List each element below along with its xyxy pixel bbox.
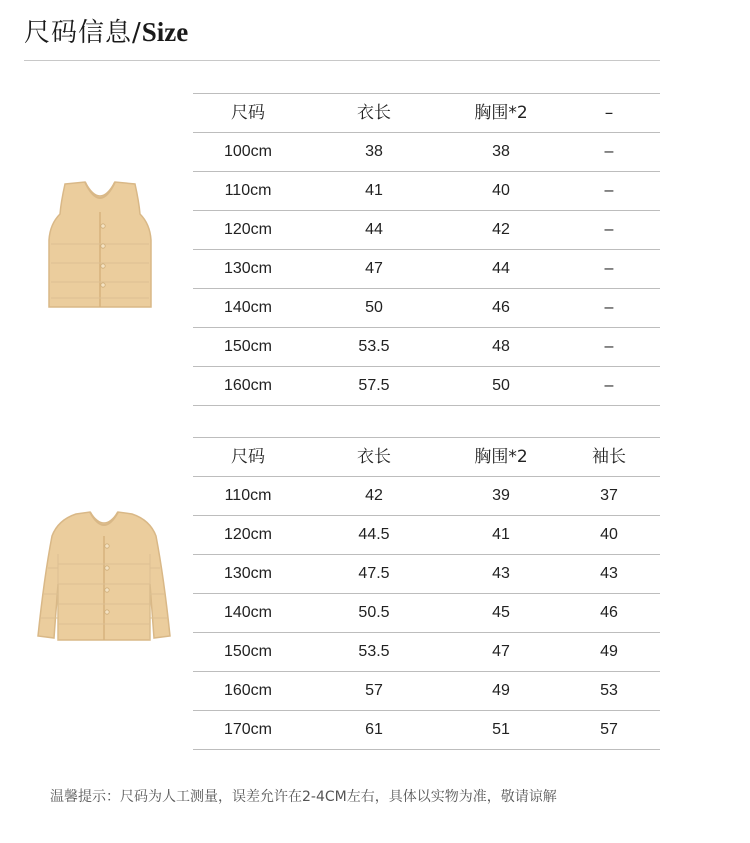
table-cell: 50 <box>365 299 383 316</box>
table-row <box>193 477 660 516</box>
table-row <box>193 633 660 672</box>
table-cell: 38 <box>365 143 383 160</box>
table-cell: – <box>604 377 614 394</box>
column-header: – <box>604 103 614 123</box>
vest-size-table <box>193 93 660 406</box>
table-cell: 47 <box>365 260 383 277</box>
table-cell: 120cm <box>223 221 273 238</box>
table-row <box>193 367 660 406</box>
table-cell: 140cm <box>223 604 273 621</box>
table-cell: 57 <box>365 682 383 699</box>
table-cell: 39 <box>492 487 510 504</box>
table-cell: 53 <box>600 682 618 699</box>
table-cell: 42 <box>365 487 383 504</box>
table-cell: 47 <box>492 643 510 660</box>
table-cell: – <box>604 299 614 316</box>
table-cell: – <box>604 143 614 160</box>
table-row <box>193 516 660 555</box>
table-cell: 130cm <box>223 260 273 277</box>
title-chinese: 尺码信息/ <box>24 18 142 48</box>
table-cell: 170cm <box>223 721 273 738</box>
table-header-row <box>193 438 660 477</box>
table-cell: 140cm <box>223 299 273 316</box>
vest-image <box>47 180 153 310</box>
table-cell: 46 <box>492 299 510 316</box>
table-cell: – <box>604 221 614 238</box>
column-header: 衣长 <box>357 103 391 123</box>
title-english: Size <box>141 17 189 47</box>
column-header: 衣长 <box>357 447 391 467</box>
page-title <box>24 12 188 52</box>
table-cell: 130cm <box>223 565 273 582</box>
column-header: 袖长 <box>592 447 626 467</box>
table-header-row <box>193 94 660 133</box>
table-cell: 44 <box>365 221 383 238</box>
table-cell: 50 <box>492 377 510 394</box>
table-cell: 150cm <box>223 338 273 355</box>
table-cell: 44 <box>492 260 510 277</box>
table-row <box>193 328 660 367</box>
table-cell: 38 <box>492 143 510 160</box>
table-cell: 48 <box>492 338 510 355</box>
table-cell: – <box>604 182 614 199</box>
table-cell: 41 <box>365 182 383 199</box>
column-header: 尺码 <box>231 447 265 467</box>
column-header: 胸围*2 <box>474 103 528 123</box>
table-cell: 51 <box>492 721 510 738</box>
table-cell: 47.5 <box>358 565 390 582</box>
table-row <box>193 250 660 289</box>
column-header: 胸围*2 <box>474 447 528 467</box>
table-cell: – <box>604 260 614 277</box>
table-cell: 49 <box>492 682 510 699</box>
table-row <box>193 289 660 328</box>
table-cell: 41 <box>492 526 510 543</box>
table-cell: 150cm <box>223 643 273 660</box>
table-cell: 100cm <box>223 143 273 160</box>
table-cell: 57 <box>600 721 618 738</box>
jacket-image <box>34 508 174 644</box>
table-cell: 42 <box>492 221 510 238</box>
table-cell: 40 <box>492 182 510 199</box>
table-cell: 44.5 <box>358 526 390 543</box>
table-cell: 37 <box>600 487 618 504</box>
table-cell: 50.5 <box>358 604 390 621</box>
table-cell: 43 <box>492 565 510 582</box>
table-cell: 53.5 <box>358 338 390 355</box>
table-cell: – <box>604 338 614 355</box>
table-cell: 110cm <box>224 487 272 504</box>
table-row <box>193 211 660 250</box>
table-row <box>193 594 660 633</box>
column-header: 尺码 <box>231 103 265 123</box>
table-cell: 110cm <box>224 182 272 199</box>
table-cell: 40 <box>600 526 618 543</box>
title-divider <box>24 60 660 61</box>
table-row <box>193 133 660 172</box>
table-row <box>193 172 660 211</box>
table-cell: 160cm <box>223 377 273 394</box>
jacket-size-table <box>193 437 660 750</box>
table-cell: 53.5 <box>358 643 390 660</box>
table-cell: 57.5 <box>358 377 390 394</box>
footer-note: 温馨提示：尺码为人工测量，误差允许在2-4CM左右，具体以实物为准，敬请谅解 <box>50 789 557 805</box>
table-cell: 160cm <box>223 682 273 699</box>
table-cell: 45 <box>492 604 510 621</box>
table-row <box>193 711 660 750</box>
table-cell: 46 <box>600 604 618 621</box>
table-row <box>193 555 660 594</box>
table-cell: 49 <box>600 643 618 660</box>
table-cell: 61 <box>365 721 383 738</box>
table-cell: 43 <box>600 565 618 582</box>
table-cell: 120cm <box>223 526 273 543</box>
table-row <box>193 672 660 711</box>
